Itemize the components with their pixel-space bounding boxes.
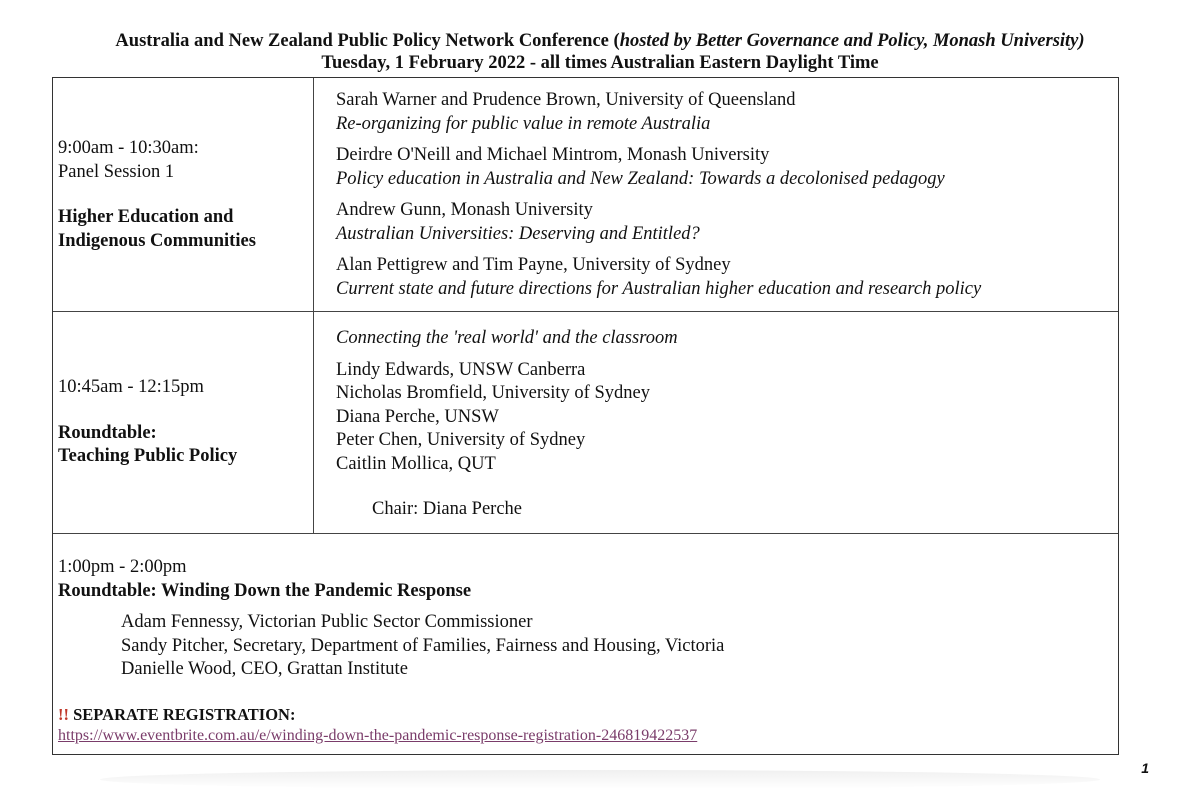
paper-title: Current state and future directions for Australian higher education and research policy [336, 278, 982, 299]
session2-label: Roundtable: [58, 422, 157, 443]
page-shadow [100, 770, 1100, 789]
participant: Nicholas Bromfield, University of Sydney [336, 383, 650, 403]
paper-authors: Andrew Gunn, Monash University [336, 200, 593, 220]
registration-notice [58, 704, 724, 725]
participant: Adam Fennessy, Victorian Public Sector Commissioner [121, 612, 533, 632]
session3-info [58, 556, 724, 746]
paper-authors: Sarah Warner and Prudence Brown, University of Queensland [336, 90, 796, 110]
session1-title: Higher Education and [58, 207, 234, 227]
paper-authors: Alan Pettigrew and Tim Payne, University of Sydney [336, 255, 731, 275]
session3-time: 1:00pm - 2:00pm [58, 557, 187, 577]
page-number: 1 [1141, 760, 1149, 776]
participant: Sandy Pitcher, Secretary, Department of Families, Fairness and Housing, Victoria [121, 635, 725, 656]
registration-label: SEPARATE REGISTRATION: [69, 704, 296, 724]
session1-papers [336, 89, 981, 301]
session3-title: Roundtable: Winding Down the Pandemic Response [58, 580, 472, 601]
participant: Caitlin Mollica, QUT [336, 453, 496, 474]
session1-title: Indigenous Communities [58, 230, 256, 251]
conference-date: Tuesday, 1 February 2022 - all times Australian Eastern Daylight Time [321, 53, 879, 73]
paper-title: Policy education in Australia and New Zealand: Towards a decolonised pedagogy [336, 168, 945, 189]
paper-title: Australian Universities: Deserving and Entitled? [336, 223, 700, 244]
paper-title: Re-organizing for public value in remote Australia [336, 113, 711, 134]
chair: Chair: Diana Perche [372, 499, 522, 519]
session2-time: 10:45am - 12:15pm [58, 377, 204, 397]
participant: Danielle Wood, CEO, Grattan Institute [121, 659, 408, 679]
participant: Diana Perche, UNSW [336, 406, 499, 427]
alert-marks: !! [58, 704, 69, 724]
registration-link[interactable]: https://www.eventbrite.com.au/e/winding-down-the-pandemic-response-registration-246819422537 [58, 726, 698, 744]
row-divider [53, 311, 1118, 312]
session1-info [58, 137, 256, 253]
session2-info [58, 376, 237, 469]
roundtable-topic: Connecting the 'real world' and the classroom [336, 328, 678, 348]
document-header [0, 30, 1200, 74]
session1-time: 9:00am - 10:30am: [58, 138, 199, 158]
paper-authors: Deirdre O'Neill and Michael Mintrom, Monash University [336, 145, 770, 165]
participant: Lindy Edwards, UNSW Canberra [336, 359, 586, 380]
row-divider [53, 533, 1118, 534]
session1-label: Panel Session 1 [58, 161, 175, 182]
column-divider [313, 78, 314, 533]
conference-title: Australia and New Zealand Public Policy Network Conference (hosted by Better Governance and Policy, Monash University) [115, 31, 1085, 51]
schedule-table [52, 77, 1119, 755]
participant: Peter Chen, University of Sydney [336, 430, 586, 450]
session2-title: Teaching Public Policy [58, 446, 238, 466]
session2-participants [336, 327, 678, 522]
